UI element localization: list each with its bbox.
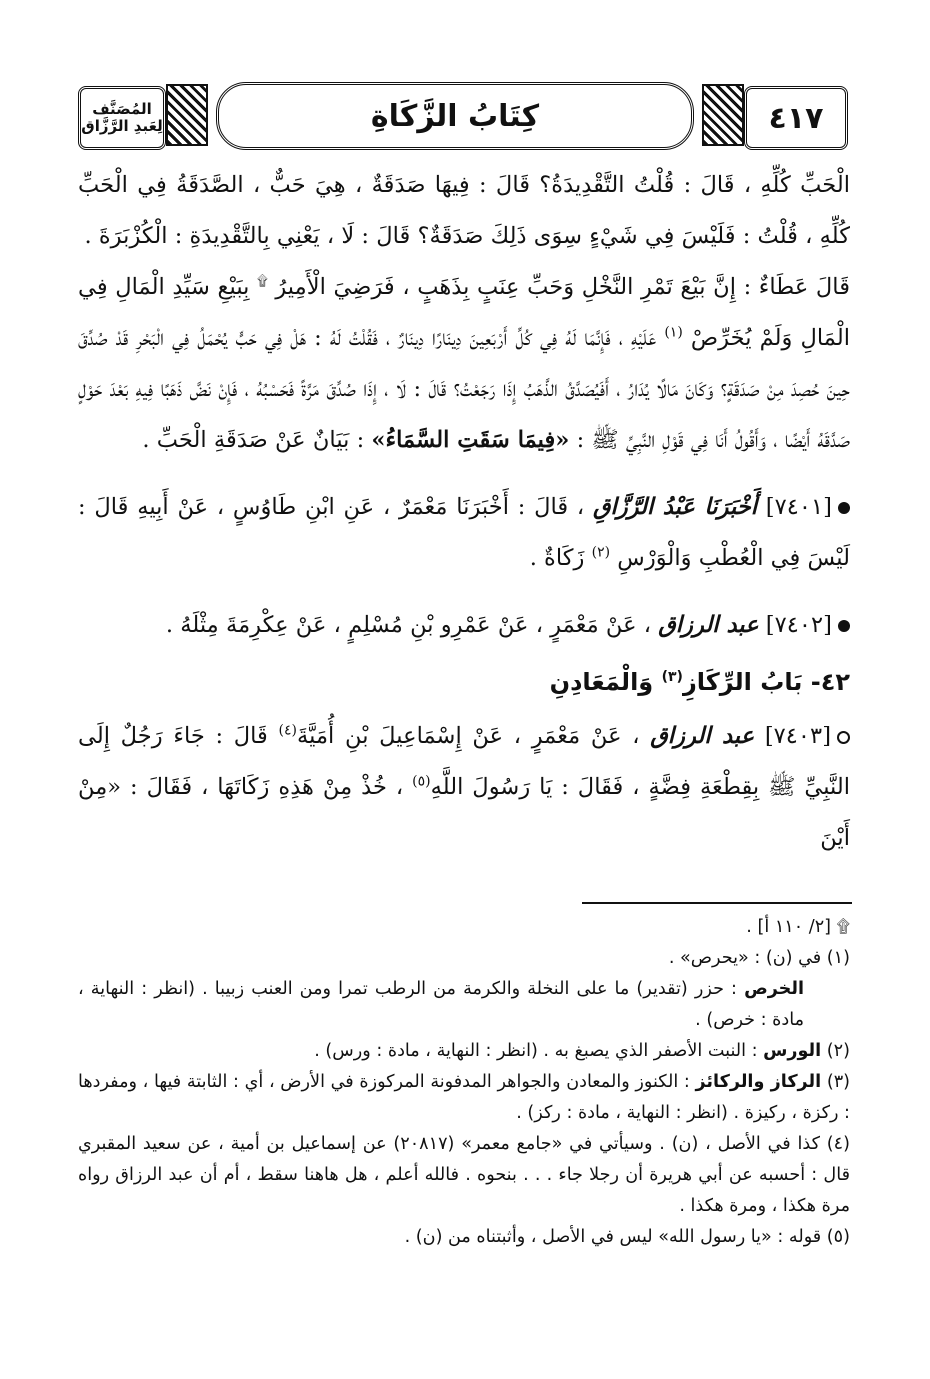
running-title: كِتَابُ الزَّكَاةِ (370, 98, 540, 134)
footnote-ref-2: (٢) (591, 544, 611, 561)
hadith-isnad-lead: أَخْبَرَنَا عَبْدُ الرَّزَّاقِ (592, 494, 758, 520)
hadith-number: [٧٤٠٢] (765, 612, 832, 638)
footnote-ref-5: (٥) (412, 773, 431, 790)
gloss-term: الخرص (744, 979, 804, 999)
chapter-heading: ٤٢- بَابُ الرِّكَازِ$^{(٣)}$ وَالْمَعَادِنِ (549, 668, 850, 696)
hadith-isnad-lead: عبد الرزاق (658, 612, 759, 638)
hadith-7403: [٧٤٠٣] عبد الرزاق ، عَنْ مَعْمَرٍ ، عَنْ إِسْمَاعِيلَ بْنِ أُمَيَّةَ$^{(٤)}$ قَالَ : جَاءَ رَجُلٌ إِلَى النَّبِيِّ ﷺ بِقِطْعَةِ فِضَّةٍ ، فَقَالَ : يَا رَسُولَ اللَّهِ$^{(٥)}$ ، خُذْ مِنْ هَذِهِ زَكَاتَهَا ، فَقَالَ : «مِنْ أَيْنَ (78, 722, 850, 851)
gloss-term: الورس (763, 1041, 822, 1061)
footnotes (78, 912, 850, 1253)
ornament-right-icon (702, 84, 744, 146)
bullet-icon (838, 502, 850, 514)
footnote-ref-3: (٣) (661, 669, 683, 685)
bullet-icon (838, 620, 850, 632)
footnote-1-gloss: الخرص : حزر (تقدير) ما على النخلة والكرمة من الرطب تمرا ومن العنب زبيبا . (انظر : النهاية ، مادة : خرص) . (78, 979, 804, 1030)
footnote-2: (٢) الورس : النبت الأصفر الذي يصبغ به . (انظر : النهاية ، مادة : ورس) . (314, 1041, 850, 1061)
gloss-term: الركاز والركائز (695, 1072, 822, 1092)
footnote-5: (٥) قوله : «يا رسول الله» ليس في الأصل ، وأثبتناه من (ن) . (404, 1227, 850, 1247)
footnote-divider (582, 902, 852, 904)
footnote-ref-4: (٤) (278, 722, 298, 739)
folio-marker: ۩ (257, 273, 268, 290)
paragraph-continuation: الْحَبِّ كُلِّهِ ، قَالَ : قُلْتُ التَّقْدِيدَةُ؟ قَالَ : فِيهَا صَدَقَةٌ ، هِيَ حَبٌّ ، الصَّدَقَةُ فِي الْحَبِّ كُلِّهِ ، قُلْتُ : فَلَيْسَ فِي شَيْءٍ سِوَى ذَلِكَ صَدَقَةٌ؟ قَالَ : لَا ، يَعْنِي بِالتَّقْدِيدَةِ : الْكُزْبَرَةَ . (78, 172, 850, 249)
hadith-7402: [٧٤٠٢] عبد الرزاق ، عَنْ مَعْمَرٍ ، عَنْ عَمْرِو بْنِ مُسْلِمٍ ، عَنْ عِكْرِمَةَ مِثْلَهُ . (78, 600, 850, 651)
hadith-7401: [٧٤٠١] أَخْبَرَنَا عَبْدُ الرَّزَّاقِ ، قَالَ : أَخْبَرَنَا مَعْمَرٌ ، عَنِ ابْنِ طَاوُسٍ ، عَنْ أَبِيهِ قَالَ : لَيْسَ فِي الْعُطْبِ وَالْوَرْسِ $^{(٢)}$ زَكَاةٌ . (78, 494, 850, 571)
page-number: ٤١٧ (768, 100, 824, 136)
hadith-number: [٧٤٠١] (765, 494, 832, 520)
ornament-left-icon (166, 84, 208, 146)
running-title-box (216, 82, 694, 150)
book-logo (78, 86, 166, 150)
page-header (78, 80, 848, 152)
footnote-4: (٤) كذا في الأصل ، (ن) . وسيأتي في «جامع معمر» (٢٠٨١٧) عن إسماعيل بن أمية ، عن سعيد المقبري قال : أحسبه عن أبي هريرة أن رجلا جاء . . . بنحوه . فالله أعلم ، هل هاهنا سقط ، أم أن عبد الرزاق رواه مرة هكذا ، ومرة هكذا . (78, 1134, 850, 1216)
paragraph-ata: قَالَ عَطَاءٌ : إِنَّ بَيْعَ تَمْرِ النَّخْلِ وَحَبِّ عِنَبٍ بِذَهَبٍ ، فَرَضِيَ الْأَمِيرُ ۩ بِبَيْعِ سَيِّدِ الْمَالِ فِي الْمَالِ وَلَمْ يُخَرِّصْ $^{(١)}$ عَلَيْهِ ، فَإِنَّمَا لَهُ فِي كُلِّ أَرْبَعِينَ دِينَارًا دِينَارٌ ، فَقُلْتُ لَهُ : هَلْ فِي حَبٍّ يُحْمَلُ فِي الْبَحْرِ قَدْ صُدِّقَ حِينَ حُصِدَ مِنْ صَدَقَةٍ؟ وَكَانَ مَالًا يُدَارُ ، أَفَيُصَدَّقُ الذَّهَبُ إِذَا رَجَعْتُ؟ قَالَ : لَا ، إِذَا صُدِّقَ مَرَّةً فَحَسْبُهُ ، فَإِنْ نَضَّ ذَهَبًا فِيهِ بَعْدَ حَوْلٍ صَدَّقَهُ أَيْضًا ، وَأَقُولُ أَنَا فِي قَوْلِ النَّبِيِّ ﷺ : «فِيمَا سَقَتِ السَّمَاءُ» : بَيَانٌ عَنْ صَدَقَةِ الْحَبِّ . (78, 273, 850, 453)
hadith-isnad-lead: عبد الرزاق (650, 723, 755, 749)
hadith-number: [٧٤٠٣] (764, 723, 832, 749)
main-text (78, 160, 850, 864)
hadith-quote: «فِيمَا سَقَتِ السَّمَاءُ» (371, 427, 570, 453)
page-number-box (744, 86, 848, 150)
footnote-folio: ۩ [٢/ ١١٠ أ] . (746, 917, 850, 937)
footnote-1: (١) في (ن) : «يحرص» . (668, 948, 850, 968)
book-logo-text: المُصَنَّف لِعَبدِ الرَّزَّاق (81, 100, 163, 135)
ring-bullet-icon (837, 731, 850, 744)
footnote-3: (٣) الركاز والركائز : الكنوز والمعادن والجواهر المدفونة المركوزة في الأرض ، أي : الثابتة فيها ، ومفردها : ركزة ، ركيزة . (انظر : النهاية ، مادة : ركز) . (78, 1072, 851, 1123)
footnote-ref-1: (١) (664, 324, 683, 341)
